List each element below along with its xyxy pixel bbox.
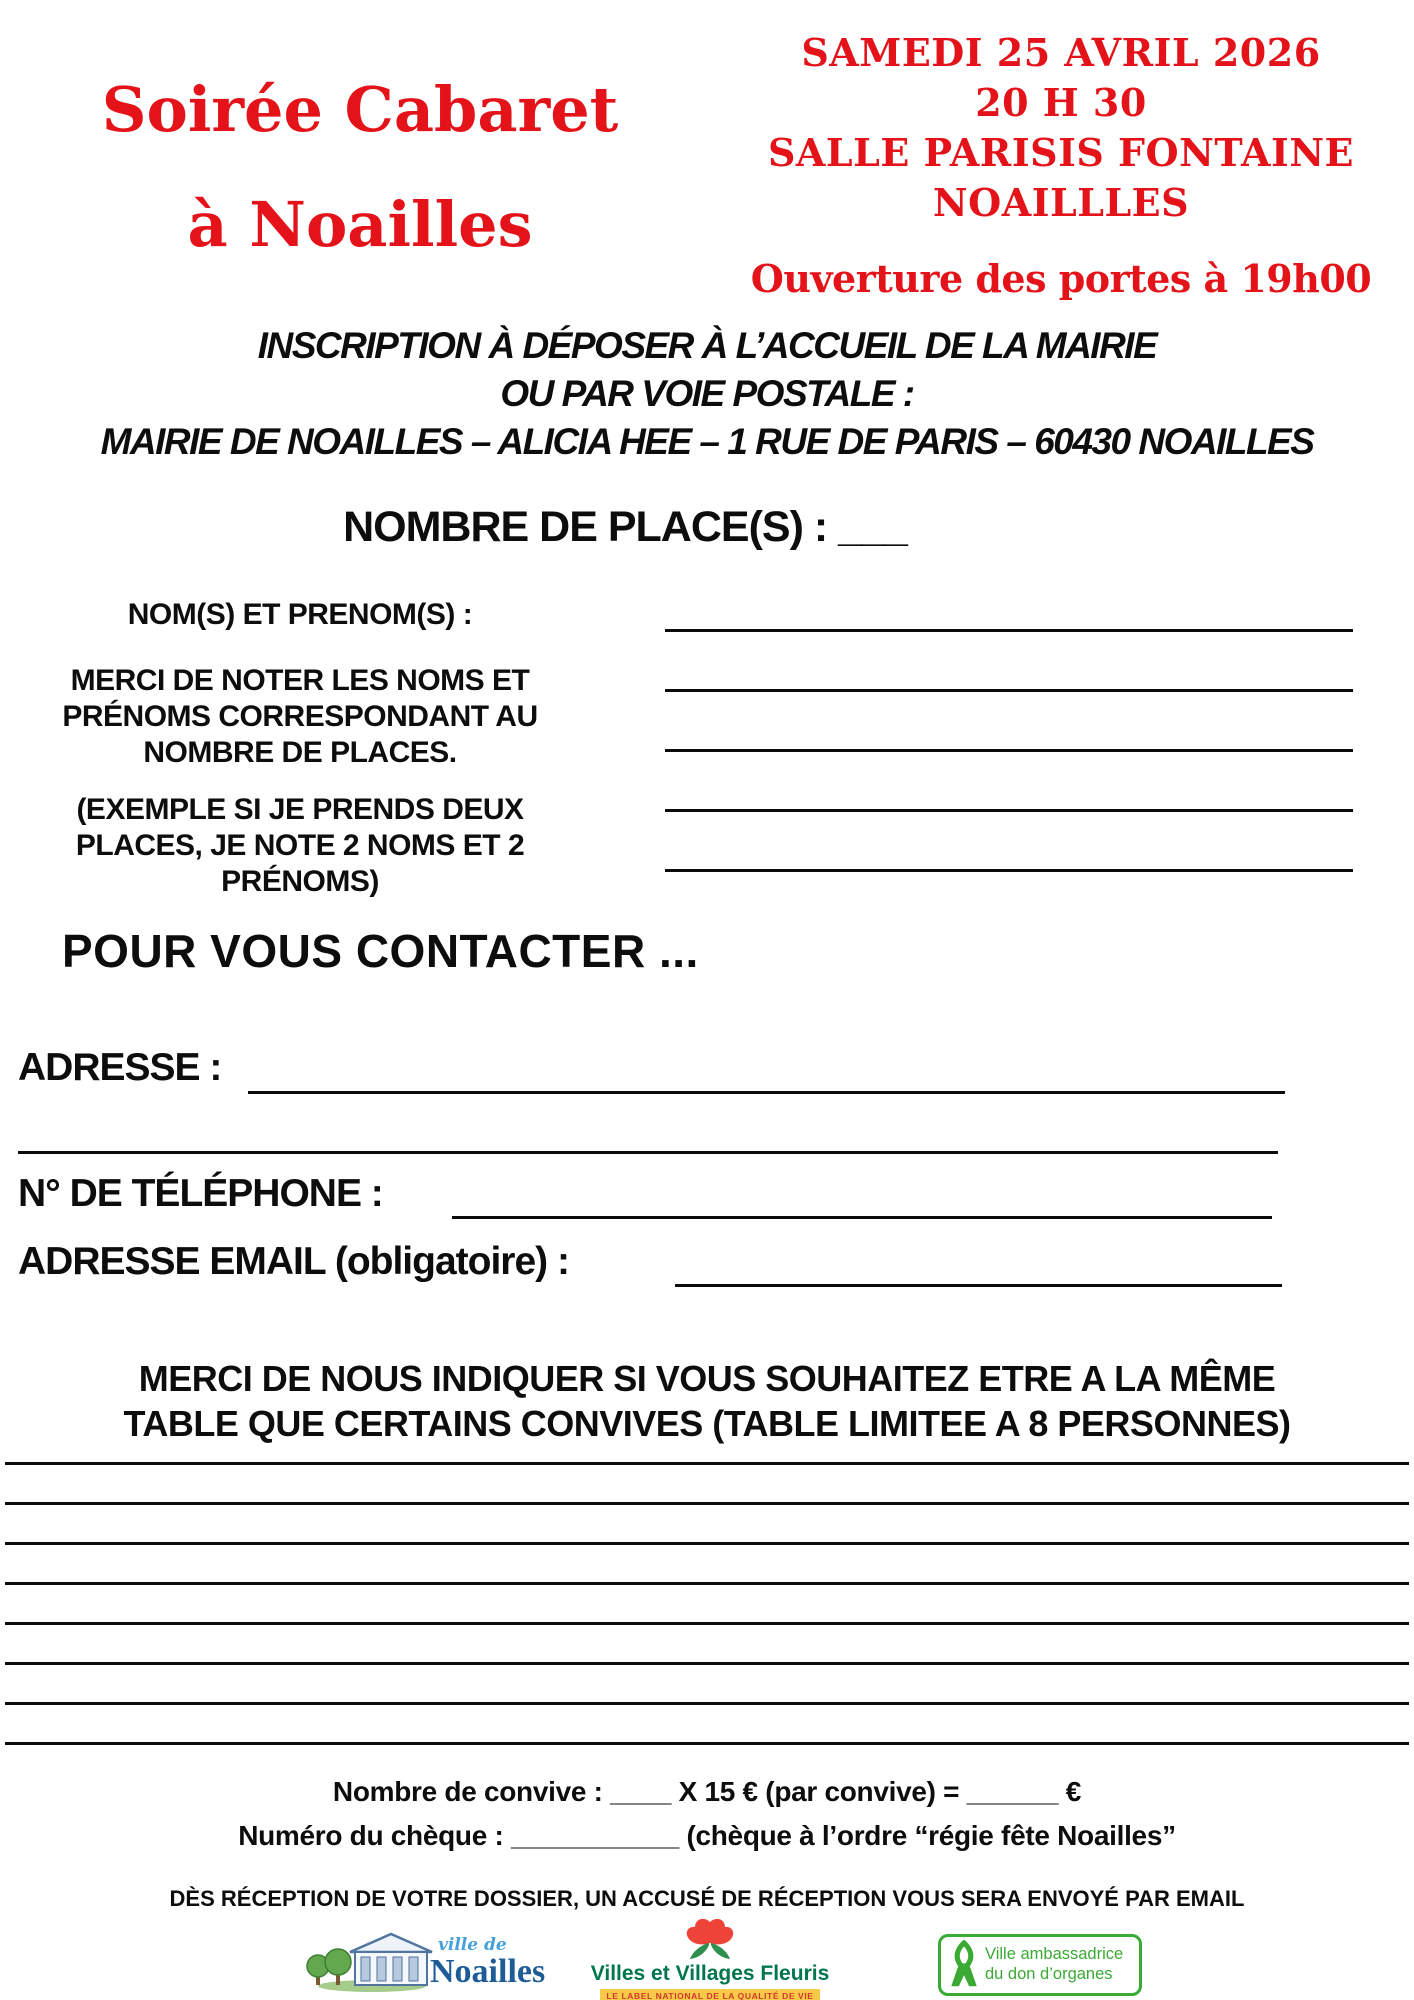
- title-line2: à Noailles: [187, 188, 533, 261]
- names-note-line1: MERCI DE NOTER LES NOMS ET: [70, 664, 530, 697]
- logo-villes-villages-fleuris: [585, 1916, 835, 2000]
- green-ribbon-icon: [947, 1940, 981, 1990]
- don-organes-label: [985, 1945, 1123, 1985]
- names-note: [20, 663, 580, 771]
- names-example-line2: PLACES, JE NOTE 2 NOMS ET 2: [75, 829, 525, 862]
- vvf-label: Villes et Villages Fleuris: [590, 1962, 830, 1985]
- names-write-line[interactable]: [665, 689, 1353, 692]
- contact-heading: POUR VOUS CONTACTER ...: [62, 925, 699, 977]
- event-info: [711, 28, 1411, 228]
- table-request-line2: TABLE QUE CERTAINS CONVIVES (TABLE LIMITEE A 8 PERSONNES): [123, 1403, 1291, 1444]
- mailing-instructions: [0, 322, 1414, 466]
- email-label: ADRESSE EMAIL (obligatoire) :: [18, 1240, 569, 1283]
- event-date: SAMEDI 25 AVRIL 2026: [801, 30, 1321, 75]
- event-city: NOAILLLES: [932, 180, 1190, 225]
- instruction-line2: OU PAR VOIE POSTALE :: [500, 373, 914, 414]
- phone-label: N° DE TÉLÉPHONE :: [18, 1172, 383, 1215]
- table-request-write-line[interactable]: [5, 1622, 1409, 1625]
- event-venue: SALLE PARISIS FONTAINE: [767, 130, 1355, 175]
- address-write-line[interactable]: [248, 1091, 1285, 1094]
- flower-icon: [683, 1916, 737, 1960]
- address-label: ADRESSE :: [18, 1046, 222, 1089]
- names-write-line[interactable]: [665, 869, 1353, 872]
- don-organes-line2: du don d’organes: [985, 1965, 1113, 1983]
- event-title: [40, 52, 680, 282]
- email-write-line[interactable]: [675, 1284, 1282, 1287]
- noailles-name-text: Noailles: [430, 1953, 546, 1990]
- table-request-write-line[interactable]: [5, 1702, 1409, 1705]
- don-organes-line1: Ville ambassadrice: [985, 1945, 1124, 1964]
- places-blank-field[interactable]: ___: [838, 503, 907, 551]
- names-note-line2: PRÉNOMS CORRESPONDANT AU: [62, 700, 538, 733]
- guests-payment-row: Nombre de convive : ____ X 15 € (par convive) = ______ €: [332, 1776, 1082, 1807]
- address-write-line-2[interactable]: [18, 1151, 1278, 1154]
- instruction-line3: MAIRIE DE NOAILLES – ALICIA HEE – 1 RUE DE PARIS – 60430 NOAILLES: [100, 421, 1314, 462]
- table-request-line1: MERCI DE NOUS INDIQUER SI VOUS SOUHAITEZ ETRE A LA MÊME: [138, 1358, 1276, 1399]
- table-request-write-line[interactable]: [5, 1582, 1409, 1585]
- names-label: NOM(S) ET PRENOM(S) :: [127, 598, 473, 631]
- vvf-tagline: LE LABEL NATIONAL DE LA QUALITÉ DE VIE: [600, 1989, 819, 2000]
- phone-write-line[interactable]: [452, 1216, 1272, 1219]
- table-request-write-line[interactable]: [5, 1662, 1409, 1665]
- names-example-line3: PRÉNOMS): [221, 865, 379, 898]
- places-row: [0, 503, 1250, 552]
- logo-ville-de-noailles: [300, 1924, 562, 1999]
- names-write-line[interactable]: [665, 809, 1353, 812]
- names-note-line3: NOMBRE DE PLACES.: [143, 736, 457, 769]
- noailles-script-text: ville de: [438, 1935, 507, 1955]
- event-time: 20 H 30: [975, 80, 1147, 125]
- instruction-line1: INSCRIPTION À DÉPOSER À L’ACCUEIL DE LA MAIRIE: [257, 325, 1157, 366]
- places-label: NOMBRE DE PLACE(S) :: [343, 503, 828, 551]
- table-request-write-line[interactable]: [5, 1542, 1409, 1545]
- confirmation-note: DÈS RÉCEPTION DE VOTRE DOSSIER, UN ACCUSÉ DE RÉCEPTION VOUS SERA ENVOYÉ PAR EMAIL: [169, 1886, 1245, 1911]
- doors-open-note: Ouverture des portes à 19h00: [750, 256, 1372, 301]
- logo-don-organes: [938, 1934, 1142, 1996]
- cheque-number-row: Numéro du chèque : ___________ (chèque à l’ordre “régie fête Noailles”: [238, 1820, 1176, 1851]
- table-request-write-line[interactable]: [5, 1742, 1409, 1745]
- names-example-note: [20, 792, 580, 900]
- names-write-line[interactable]: [665, 749, 1353, 752]
- logos-row: [0, 1916, 1414, 2000]
- names-write-line[interactable]: [665, 629, 1353, 632]
- table-request-note: [0, 1356, 1414, 1446]
- table-request-write-line[interactable]: [5, 1462, 1409, 1465]
- table-request-write-line[interactable]: [5, 1502, 1409, 1505]
- title-line1: Soirée Cabaret: [101, 73, 619, 146]
- names-example-line1: (EXEMPLE SI JE PRENDS DEUX: [76, 793, 524, 826]
- noailles-town-hall-icon: [300, 1924, 562, 1994]
